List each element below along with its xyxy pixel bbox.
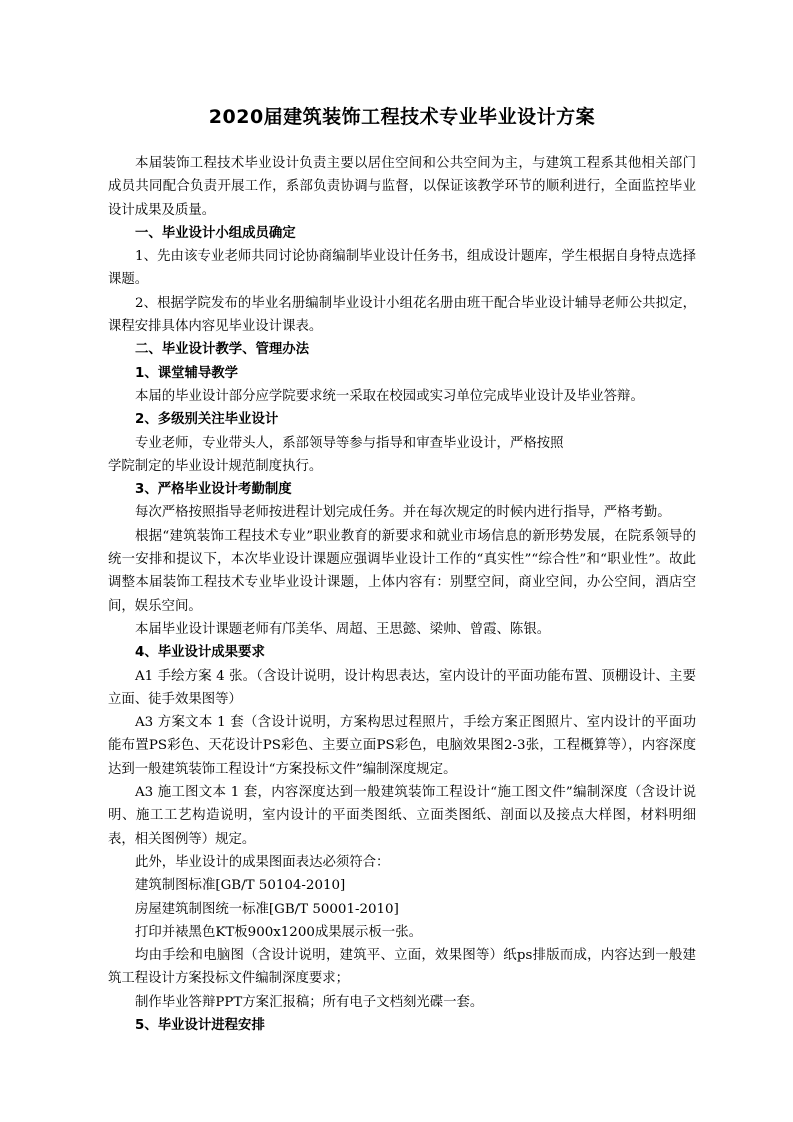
- paragraph: A3 方案文本 1 套（含设计说明，方案构思过程照片，手绘方案正图照片、室内设计的平面功能布置PS彩色、天花设计PS彩色、主要立面PS彩色，电脑效果图2-3张，工程概算等），内容深度达到一般建筑装饰工程设计“方案投标文件”编制深度规定。: [108, 715, 696, 777]
- intro-paragraph: 本届装饰工程技术毕业设计负责主要以居住空间和公共空间为主，与建筑工程系其他相关部门成员共同配合负责开展工作，系部负责协调与监督，以保证该教学环节的顺利进行，全面监控毕业设计成果及质量。: [108, 156, 696, 218]
- paragraph: 2、根据学院发布的毕业名册编制毕业设计小组花名册由班干配合毕业设计辅导老师公共拟定，课程安排具体内容见毕业设计课表。: [108, 295, 696, 335]
- paragraph: 学院制定的毕业设计规范制度执行。: [108, 458, 323, 474]
- paragraph: 1、先由该专业老师共同讨论协商编制毕业设计任务书，组成设计题库，学生根据自身特点选择课题。: [108, 249, 696, 288]
- section-heading-1: 一、毕业设计小组成员确定: [135, 225, 296, 241]
- paragraph: 专业老师，专业带头人，系部领导等参与指导和审查毕业设计，严格按照: [135, 435, 564, 451]
- paragraph: 打印并裱黑色KT板900x1200成果展示板一张。: [135, 924, 422, 940]
- subsection-heading: 1、课堂辅导教学: [135, 365, 239, 381]
- document-body: [108, 103, 696, 1037]
- section-heading-2: 二、毕业设计教学、管理办法: [135, 342, 310, 358]
- paragraph: A3 施工图文本 1 套，内容深度达到一般建筑装饰工程设计“施工图文件”编制深度（含设计说明、施工工艺构造说明，室内设计的平面类图纸、立面类图纸、剖面以及接点大样图，材料明细表，相关图例等）规定。: [108, 785, 696, 847]
- paragraph: 每次严格按照指导老师按进程计划完成任务。并在每次规定的时候内进行指导，严格考勤。: [135, 505, 671, 521]
- paragraph: 建筑制图标准[GB/T 50104-2010]: [135, 878, 346, 894]
- subsection-heading: 3、严格毕业设计考勤制度: [135, 482, 292, 498]
- paragraph: 制作毕业答辩PPT方案汇报稿；所有电子文档刻光碟一套。: [135, 994, 484, 1010]
- document-title: 2020届建筑装饰工程技术专业毕业设计方案: [208, 106, 596, 128]
- paragraph: A1 手绘方案 4 张。（含设计说明，设计构思表达，室内设计的平面功能布置、顶棚设计、主要立面、徒手效果图等）: [108, 668, 696, 707]
- paragraph: 本届的毕业设计部分应学院要求统一采取在校园或实习单位完成毕业设计及毕业答辩。: [135, 388, 644, 404]
- paragraph: 根据“建筑装饰工程技术专业”职业教育的新要求和就业市场信息的新形势发展，在院系领导的统一安排和提议下，本次毕业设计课题应强调毕业设计工作的“真实性”“综合性”和“职业性”。故此调整本届装饰工程技术专业毕业设计课题，上体内容有：别墅空间，商业空间，办公空间，酒店空间，娱乐空间。: [108, 528, 696, 614]
- subsection-heading: 5、毕业设计进程安排: [135, 1017, 265, 1033]
- paragraph: 此外，毕业设计的成果图面表达必须符合：: [135, 854, 390, 870]
- subsection-heading: 2、多级别关注毕业设计: [135, 412, 279, 428]
- paragraph: 本届毕业设计课题老师有邝美华、周超、王思懿、梁帅、曾霞、陈银。: [135, 621, 551, 637]
- subsection-heading: 4、毕业设计成果要求: [135, 645, 265, 661]
- paragraph: 房屋建筑制图统一标准[GB/T 50001-2010]: [135, 901, 399, 917]
- paragraph: 均由手绘和电脑图（含设计说明，建筑平、立面，效果图等）纸ps排版而成，内容达到一般建筑工程设计方案投标文件编制深度要求；: [108, 948, 696, 987]
